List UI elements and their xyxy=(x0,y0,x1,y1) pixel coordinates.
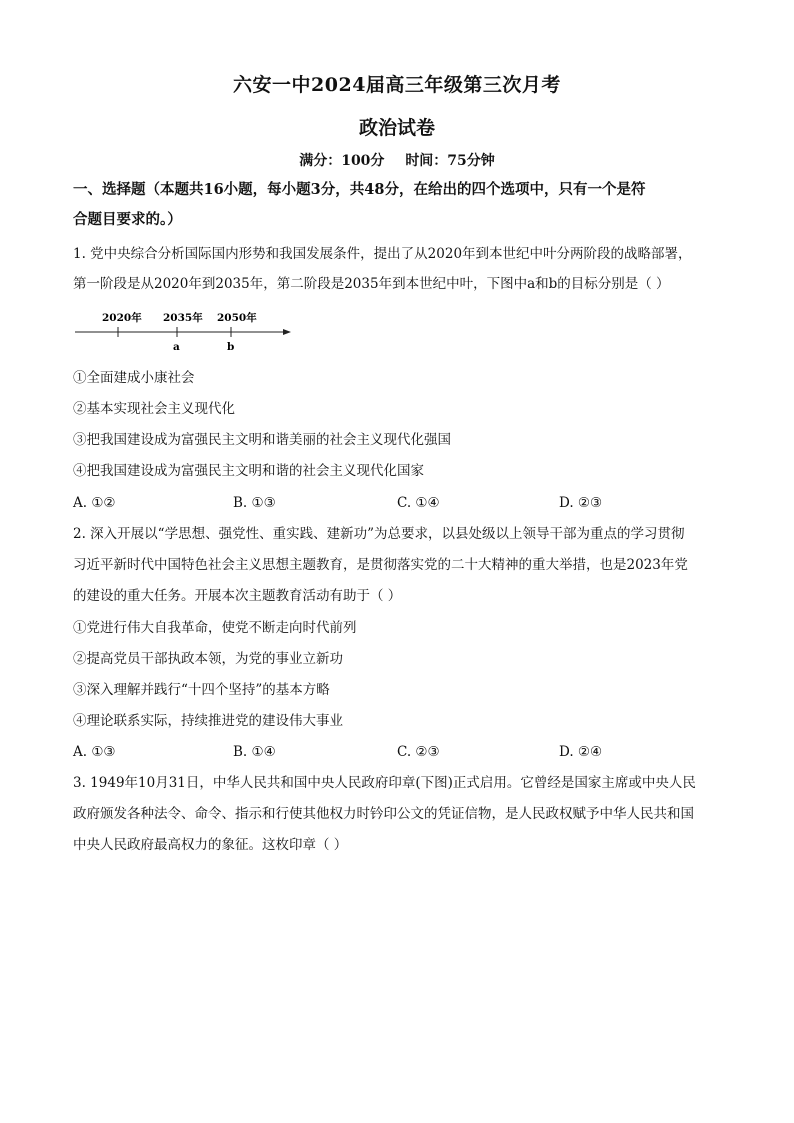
timeline-marker-b: b xyxy=(227,341,235,353)
timeline-tick-2020: 2020年 xyxy=(102,312,142,324)
q3-stem-line2: 政府颁发各种法令、命令、指示和行使其他权力时钤印公文的凭证信物，是人民政权赋予中华人民共和国 xyxy=(73,806,694,822)
q2-statement-4: ④理论联系实际，持续推进党的建设伟大事业 xyxy=(73,713,343,729)
q2-option-a[interactable]: A. ①③ xyxy=(73,744,116,760)
q3-stem-line1: 3. 1949年10月31日，中华人民共和国中央人民政府印章(下图)正式启用。它曾经是国家主席或中央人民 xyxy=(73,775,696,791)
q1-option-a[interactable]: A. ①② xyxy=(73,495,116,511)
q2-option-b[interactable]: B. ①④ xyxy=(233,744,276,760)
q1-statement-4: ④把我国建设成为富强民主文明和谐的社会主义现代化国家 xyxy=(73,463,424,479)
q2-stem-line3: 的建设的重大任务。开展本次主题教育活动有助于（ ） xyxy=(73,588,402,604)
timeline-tick-2035: 2035年 xyxy=(163,312,203,324)
q1-statement-1: ①全面建成小康社会 xyxy=(73,370,195,386)
q2-stem-line1: 2. 深入开展以“学思想、强党性、重实践、建新功”为总要求，以县处级以上领导干部为重点的学习贯彻 xyxy=(73,526,685,542)
section-heading-line1: 一、选择题（本题共16小题，每小题3分，共48分，在给出的四个选项中，只有一个是符 xyxy=(73,181,646,198)
q2-statement-2: ②提高党员干部执政本领，为党的事业立新功 xyxy=(73,651,343,667)
q1-statement-3: ③把我国建设成为富强民主文明和谐美丽的社会主义现代化强国 xyxy=(73,432,451,448)
q1-option-d[interactable]: D. ②③ xyxy=(559,495,603,511)
score-text: 满分：100分 xyxy=(299,153,385,169)
q2-stem-line2: 习近平新时代中国特色社会主义思想主题教育，是贯彻落实党的二十大精神的重大举措，也是2023年党 xyxy=(73,557,688,573)
q2-statement-3: ③深入理解并践行“十四个坚持”的基本方略 xyxy=(73,682,330,698)
q1-stem-line2: 第一阶段是从2020年到2035年，第二阶段是2035年到本世纪中叶，下图中a和b的目标分别是（ ） xyxy=(73,276,670,292)
q2-statement-1: ①党进行伟大自我革命，使党不断走向时代前列 xyxy=(73,620,357,636)
q1-statement-2: ②基本实现社会主义现代化 xyxy=(73,401,235,417)
timeline-marker-a: a xyxy=(173,341,180,353)
timeline-tick-2050: 2050年 xyxy=(217,312,257,324)
q1-option-c[interactable]: C. ①④ xyxy=(397,495,440,511)
page-title: 六安一中2024届高三年级第三次月考 xyxy=(233,74,561,96)
q3-stem-line3: 中央人民政府最高权力的象征。这枚印章（ ） xyxy=(73,837,348,853)
q1-timeline xyxy=(73,306,303,354)
q2-option-d[interactable]: D. ②④ xyxy=(559,744,603,760)
section-heading-line2: 合题目要求的。） xyxy=(73,211,182,228)
q1-option-b[interactable]: B. ①③ xyxy=(233,495,276,511)
q2-option-c[interactable]: C. ②③ xyxy=(397,744,440,760)
time-text: 时间：75分钟 xyxy=(405,153,495,169)
q1-stem-line1: 1. 党中央综合分析国际国内形势和我国发展条件，提出了从2020年到本世纪中叶分两阶段的战略部署， xyxy=(73,246,692,262)
page-subtitle: 政治试卷 xyxy=(358,117,435,139)
exam-meta xyxy=(0,150,794,170)
